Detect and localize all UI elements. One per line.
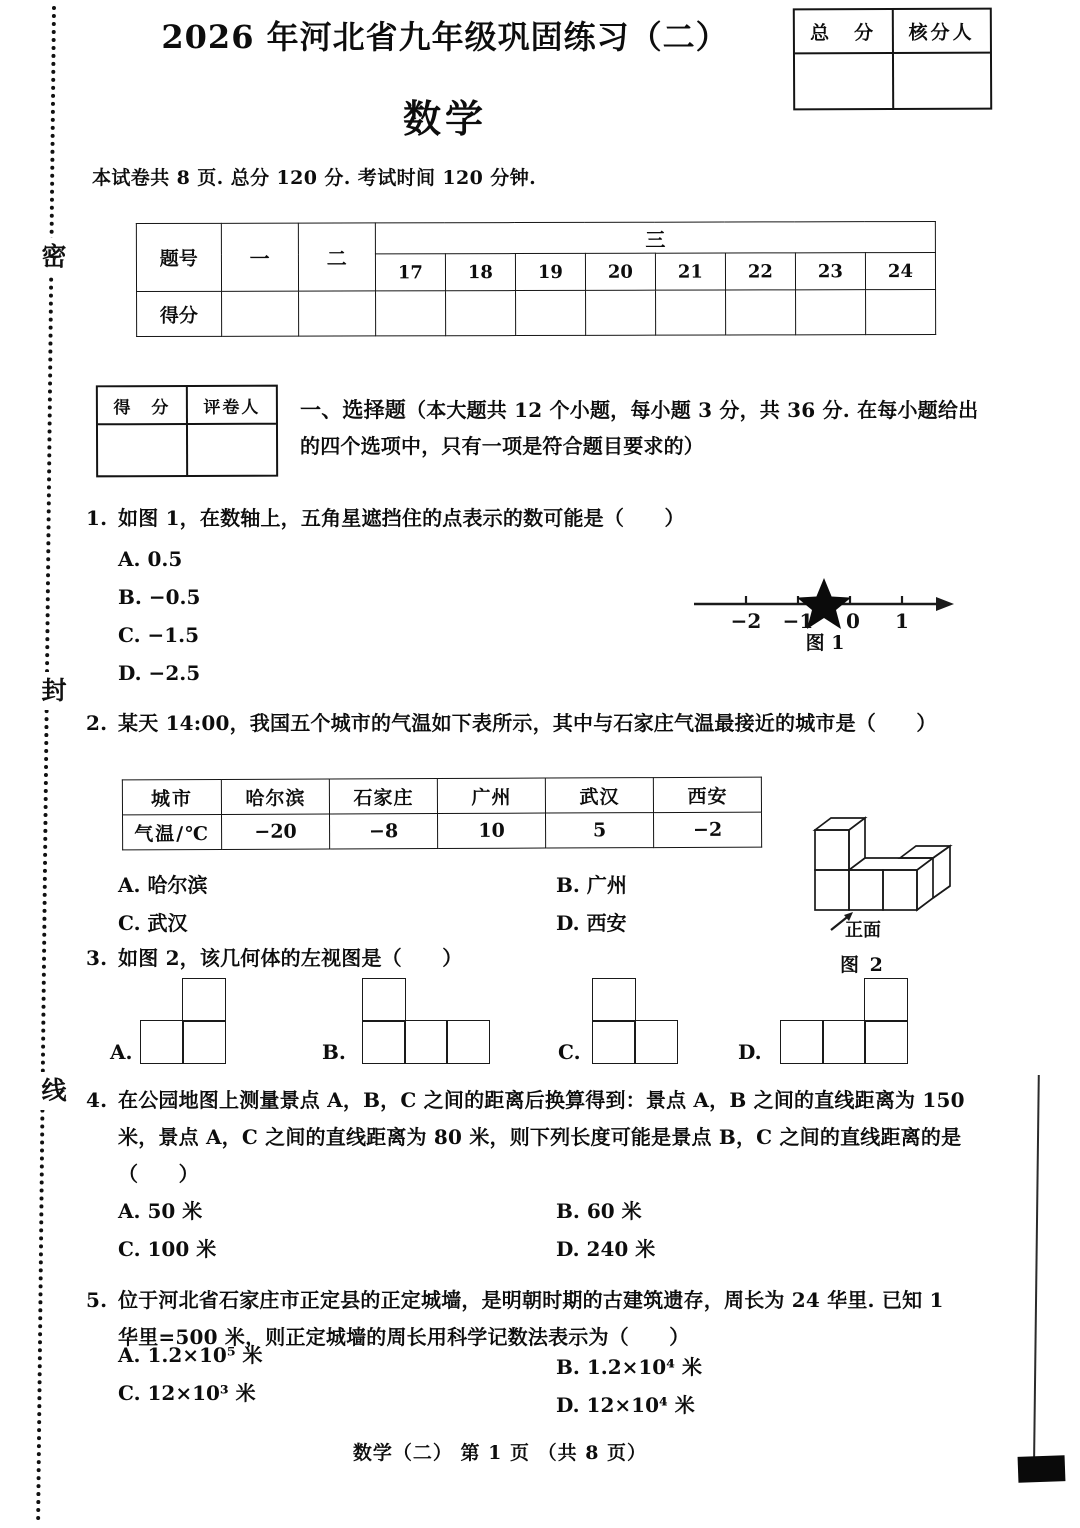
svg-text:1: 1 <box>895 609 909 633</box>
score-row-label: 得分 <box>137 291 222 336</box>
temp-table-city-harbin: 哈尔滨 <box>221 779 329 814</box>
question-2-options-right <box>556 866 627 942</box>
score-cell-part1[interactable] <box>221 291 298 336</box>
temp-value-guangzhou: 10 <box>438 813 546 848</box>
figure-2-front-label: 正面 <box>845 920 881 941</box>
score-cell-23[interactable] <box>795 290 865 335</box>
shape-cell <box>634 1020 678 1064</box>
score-cell-21[interactable] <box>655 290 725 335</box>
seal-char-xian: 线 <box>36 1072 72 1110</box>
page-title: 2026 年河北省九年级巩固练习（二） <box>161 18 729 56</box>
score-cell-19[interactable] <box>515 290 585 335</box>
seal-char-mi: 密 <box>36 238 72 276</box>
total-score-header: 总 分 <box>810 21 877 44</box>
temp-table-city-wuhan: 武汉 <box>545 778 653 813</box>
qnum-23: 23 <box>795 253 865 290</box>
question-5-option-a[interactable]: A. 1.2×10⁵ 米 <box>118 1343 263 1367</box>
seal-dashed-line <box>36 6 56 1522</box>
shape-cell <box>362 978 406 1022</box>
question-4-option-c[interactable]: C. 100 米 <box>118 1237 217 1261</box>
temp-table-city-guangzhou: 广州 <box>437 778 545 813</box>
question-5-stem: 位于河北省石家庄市正定县的正定城墙，是明朝时期的古建筑遗存，周长为 24 华里. 已知 1 华里=500 米，则正定城墙的周长用科学记数法表示为（ ） <box>118 1288 944 1349</box>
scan-registration-line <box>1033 1075 1040 1467</box>
section-1-text: （本大题共 12 个小题，每小题 3 分，共 36 分. 在每小题给出的四个选项中，只有一项是符合题目要求的） <box>300 398 979 458</box>
question-4 <box>86 1082 968 1193</box>
question-3-option-b-label: B. <box>322 1040 346 1064</box>
score-cell-part2[interactable] <box>298 291 375 336</box>
question-4-number: 4. <box>86 1088 108 1112</box>
question-2 <box>86 705 968 742</box>
question-4-option-a[interactable]: A. 50 米 <box>118 1199 203 1223</box>
question-2-options-left <box>118 866 207 942</box>
question-4-option-b[interactable]: B. 60 米 <box>556 1199 642 1223</box>
qnum-22: 22 <box>725 253 795 290</box>
question-2-option-d[interactable]: D. 西安 <box>556 911 627 935</box>
question-1 <box>86 500 818 537</box>
question-3 <box>86 940 818 977</box>
temp-table-city-shijiazhuang: 石家庄 <box>329 779 437 814</box>
question-2-number: 2. <box>86 711 108 735</box>
question-2-stem: 某天 14:00，我国五个城市的气温如下表所示，其中与石家庄气温最接近的城市是（ ） <box>118 711 937 735</box>
score-cell-24[interactable] <box>865 289 935 334</box>
qnum-row-label: 题号 <box>136 223 221 291</box>
question-5-option-d[interactable]: D. 12×10⁴ 米 <box>556 1393 695 1417</box>
grader-box-score-label: 得 分 <box>113 397 171 418</box>
shape-cell <box>592 1020 636 1064</box>
svg-text:−2: −2 <box>730 609 762 633</box>
shape-cell <box>780 1020 824 1064</box>
page-footer: 数学（二） 第 1 页 （共 8 页） <box>352 1442 648 1464</box>
shape-cell <box>140 1020 184 1064</box>
question-3-option-c-label: C. <box>558 1040 581 1064</box>
shape-cell <box>864 978 908 1022</box>
subject-title: 数学 <box>402 96 487 141</box>
question-1-option-c[interactable]: C. −1.5 <box>118 623 200 647</box>
shape-cell <box>864 1020 908 1064</box>
shape-cell <box>822 1020 866 1064</box>
grader-box <box>96 385 278 478</box>
shape-cell <box>446 1020 490 1064</box>
qnum-20: 20 <box>585 253 655 290</box>
figure-2-caption: 图 2 <box>840 954 885 976</box>
shape-cell <box>592 978 636 1022</box>
exam-note: 本试卷共 8 页. 总分 120 分. 考试时间 120 分钟. <box>92 167 537 189</box>
svg-text:0: 0 <box>846 609 860 633</box>
question-4-option-d[interactable]: D. 240 米 <box>556 1237 656 1261</box>
temp-table-header-temp: 气温/℃ <box>123 814 222 849</box>
qnum-19: 19 <box>515 253 585 290</box>
section-1-label: 一、选择题 <box>300 397 406 422</box>
svg-text:−1: −1 <box>782 609 814 633</box>
figure-1-caption: 图 1 <box>805 632 845 654</box>
grader-box-score-cell[interactable] <box>98 425 186 475</box>
qnum-part-3: 三 <box>375 221 935 253</box>
question-4-stem: 在公园地图上测量景点 A，B，C 之间的距离后换算得到：景点 A，B 之间的直线距离为 150 米，景点 A，C 之间的直线距离为 80 米，则下列长度可能是景点 B，C 之间的直线距离的是（ ） <box>118 1088 965 1186</box>
question-3-number: 3. <box>86 946 108 970</box>
shape-cell <box>404 1020 448 1064</box>
question-1-options <box>118 540 200 692</box>
question-3-option-c[interactable] <box>558 978 748 1070</box>
question-number-table <box>136 221 936 337</box>
qnum-part-2: 二 <box>298 223 375 291</box>
question-2-option-c[interactable]: C. 武汉 <box>118 911 188 935</box>
shape-cell <box>182 1020 226 1064</box>
question-2-temperature-table <box>122 777 762 851</box>
grader-box-grader-label: 评卷人 <box>186 387 276 423</box>
shape-cell <box>362 1020 406 1064</box>
question-3-option-a-label: A. <box>110 1040 133 1064</box>
score-cell-22[interactable] <box>725 290 795 335</box>
qnum-part-1: 一 <box>221 223 298 291</box>
question-5-options-left <box>118 1336 263 1412</box>
score-cell-20[interactable] <box>585 290 655 335</box>
question-3-option-d[interactable] <box>738 978 958 1070</box>
total-score-box <box>793 8 992 111</box>
question-5-option-c[interactable]: C. 12×10³ 米 <box>118 1381 256 1405</box>
seal-line-margin <box>0 0 92 1528</box>
grader-box-grader-cell[interactable] <box>186 425 276 475</box>
question-1-option-d[interactable]: D. −2.5 <box>118 661 201 685</box>
temp-value-xian: −2 <box>653 812 761 847</box>
score-cell-18[interactable] <box>445 291 515 336</box>
question-4-options-left <box>118 1192 216 1268</box>
question-3-option-d-label: D. <box>738 1040 762 1064</box>
question-2-option-b[interactable]: B. 广州 <box>556 873 627 897</box>
question-5-number: 5. <box>86 1288 108 1312</box>
question-3-option-b[interactable] <box>322 978 542 1070</box>
temp-value-shijiazhuang: −8 <box>330 814 438 849</box>
shape-cell <box>182 978 226 1022</box>
question-4-options-right <box>556 1192 655 1268</box>
question-5-option-b[interactable]: B. 1.2×10⁴ 米 <box>556 1355 702 1379</box>
qnum-18: 18 <box>445 254 515 291</box>
question-3-stem: 如图 2，该几何体的左视图是（ ） <box>118 946 463 970</box>
qnum-17: 17 <box>375 254 445 291</box>
seal-char-feng: 封 <box>36 672 72 710</box>
question-1-number: 1. <box>86 506 108 530</box>
question-2-option-a[interactable]: A. 哈尔滨 <box>118 873 208 897</box>
qnum-21: 21 <box>655 253 725 290</box>
figure-2-solid <box>795 812 970 932</box>
question-1-option-b[interactable]: B. −0.5 <box>118 585 201 609</box>
question-1-stem: 如图 1，在数轴上，五角星遮挡住的点表示的数可能是（ ） <box>118 506 685 530</box>
section-heading-choice <box>300 392 980 464</box>
score-cell-17[interactable] <box>375 291 445 336</box>
grader-name-cell[interactable] <box>891 54 990 108</box>
temp-value-harbin: −20 <box>222 814 330 849</box>
question-1-option-a[interactable]: A. 0.5 <box>118 547 183 571</box>
question-3-option-a[interactable] <box>110 978 300 1070</box>
total-score-value-cell[interactable] <box>795 54 892 108</box>
scan-registration-block <box>1018 1455 1066 1483</box>
temp-table-header-city: 城市 <box>122 779 221 814</box>
grader-header: 核分人 <box>891 10 990 52</box>
qnum-24: 24 <box>865 252 935 289</box>
question-5-options-right <box>556 1348 702 1424</box>
temp-value-wuhan: 5 <box>545 813 653 848</box>
temp-table-city-xian: 西安 <box>653 777 761 812</box>
